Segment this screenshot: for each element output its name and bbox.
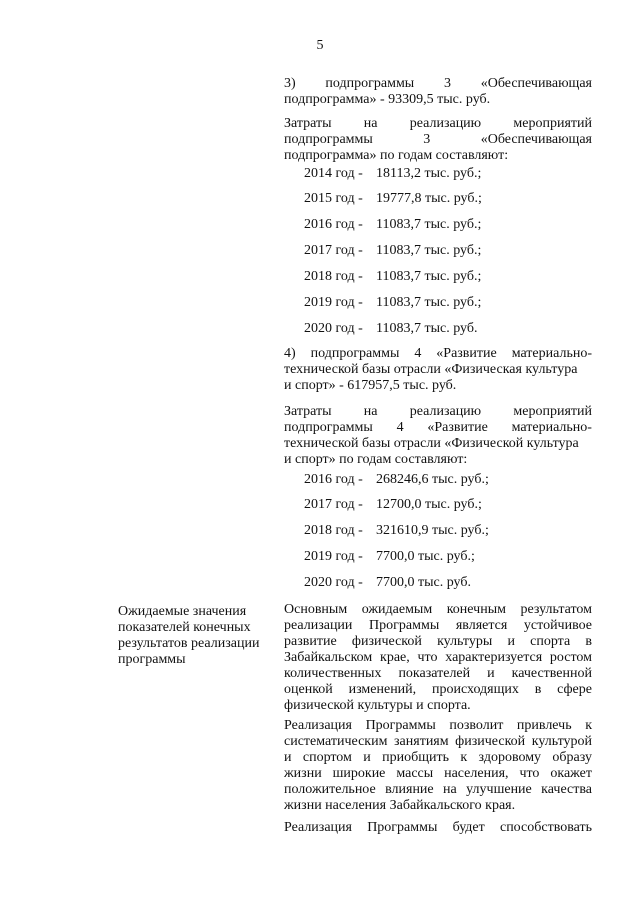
subprogram-4-header xyxy=(284,346,592,394)
para-line: Реализация Программы позволит привлечь к xyxy=(284,718,592,733)
sub4-line2: технической базы отрасли «Физическая культура xyxy=(284,362,578,377)
sub3-line1 xyxy=(284,76,592,92)
text: 3) xyxy=(284,76,296,91)
year-value: 321610,9 тыс. руб.; xyxy=(376,523,489,538)
year-label: 2020 год - xyxy=(304,575,363,590)
subprogram-3-header xyxy=(284,76,592,108)
sub3-costs-line3: подпрограмма» по годам составляют: xyxy=(284,148,509,163)
text: реализацию xyxy=(409,404,482,419)
year-value: 7700,0 тыс. руб.; xyxy=(376,549,475,564)
text: «Обеспечивающая xyxy=(480,132,592,147)
year-label: 2019 год - xyxy=(304,295,363,310)
para-line: положительное влияние на улучшение качества xyxy=(284,782,592,797)
text: Затраты xyxy=(284,404,332,419)
sub4-year-row xyxy=(304,549,475,565)
para-line: количественных показателей и качественной xyxy=(284,666,592,681)
expected-results-label xyxy=(118,604,278,668)
sub4-line1 xyxy=(284,346,592,362)
para-line: Забайкальском крае, что характеризуется ростом xyxy=(284,650,592,665)
subprogram-4-costs xyxy=(284,404,592,468)
year-value: 11083,7 тыс. руб.; xyxy=(376,217,482,232)
year-value: 11083,7 тыс. руб.; xyxy=(376,269,482,284)
year-label: 2020 год - xyxy=(304,321,363,336)
para-line: систематическим занятиям физической культурой xyxy=(284,734,592,749)
results-paragraph-2 xyxy=(284,718,592,814)
text: «Развитие xyxy=(427,420,488,435)
sub4-year-row xyxy=(304,472,489,488)
text: «Развитие xyxy=(436,346,497,361)
sub3-year-row xyxy=(304,243,481,259)
year-value: 268246,6 тыс. руб.; xyxy=(376,472,489,487)
year-value: 12700,0 тыс. руб.; xyxy=(376,497,482,512)
text: мероприятий xyxy=(513,404,592,419)
text: подпрограммы xyxy=(325,76,415,91)
sub4-year-row xyxy=(304,523,489,539)
para-line: развитие физической культуры и спорта в xyxy=(284,634,592,649)
text: «Обеспечивающая xyxy=(480,76,592,91)
text: материально- xyxy=(511,346,592,361)
results-paragraph-1 xyxy=(284,602,592,714)
text: подпрограммы xyxy=(284,132,373,147)
label-line: программы xyxy=(118,652,186,667)
year-value: 7700,0 тыс. руб. xyxy=(376,575,471,590)
year-value: 18113,2 тыс. руб.; xyxy=(376,166,482,181)
text: 4 xyxy=(396,420,404,435)
sub3-year-row xyxy=(304,295,481,311)
year-value: 11083,7 тыс. руб.; xyxy=(376,243,482,258)
year-label: 2016 год - xyxy=(304,472,363,487)
label-line: показателей конечных xyxy=(118,620,251,635)
text: подпрограммы xyxy=(310,346,400,361)
para-line: реализации Программы является устойчивое xyxy=(284,618,592,633)
para-line: Основным ожидаемым конечным результатом xyxy=(284,602,592,617)
sub3-year-row xyxy=(304,166,481,182)
text: мероприятий xyxy=(513,116,592,131)
text: реализацию xyxy=(409,116,482,131)
results-paragraph-3 xyxy=(284,820,592,836)
text: материально- xyxy=(511,420,592,435)
sub4-year-row xyxy=(304,497,482,513)
year-label: 2014 год - xyxy=(304,166,363,181)
year-label: 2017 год - xyxy=(304,243,363,258)
sub3-year-row xyxy=(304,321,477,337)
sub3-line2: подпрограмма» - 93309,5 тыс. руб. xyxy=(284,92,491,107)
text: 3 xyxy=(443,76,451,91)
year-value: 11083,7 тыс. руб.; xyxy=(376,295,482,310)
text: 4 xyxy=(414,346,422,361)
sub4-year-row xyxy=(304,575,471,591)
year-label: 2018 год - xyxy=(304,523,363,538)
para-line: Реализация Программы будет способствовать xyxy=(284,820,592,835)
text: Затраты xyxy=(284,116,332,131)
sub3-year-row xyxy=(304,217,481,233)
sub3-costs-line2 xyxy=(284,132,592,148)
sub3-costs-line1 xyxy=(284,116,592,132)
text: 4) xyxy=(284,346,296,361)
para-line: физической культуры и спорта. xyxy=(284,698,471,713)
sub4-costs-line3: технической базы отрасли «Физической культура xyxy=(284,436,579,451)
sub4-costs-line1 xyxy=(284,404,592,420)
text: 3 xyxy=(423,132,431,147)
text: на xyxy=(363,116,378,131)
sub4-costs-line4: и спорт» по годам составляют: xyxy=(284,452,468,467)
sub3-year-row xyxy=(304,269,481,285)
label-line: результатов реализации xyxy=(118,636,260,651)
para-line: жизни населения Забайкальского края. xyxy=(284,798,516,813)
para-line: жизни широкие массы населения, что окажет xyxy=(284,766,592,781)
year-value: 11083,7 тыс. руб. xyxy=(376,321,478,336)
sub3-year-row xyxy=(304,191,482,207)
year-label: 2017 год - xyxy=(304,497,363,512)
year-label: 2016 год - xyxy=(304,217,363,232)
sub4-line3: и спорт» - 617957,5 тыс. руб. xyxy=(284,378,457,393)
page-number: 5 xyxy=(316,38,324,53)
subprogram-3-costs xyxy=(284,116,592,164)
year-label: 2018 год - xyxy=(304,269,363,284)
year-value: 19777,8 тыс. руб.; xyxy=(376,191,482,206)
year-label: 2019 год - xyxy=(304,549,363,564)
text: подпрограммы xyxy=(284,420,373,435)
year-label: 2015 год - xyxy=(304,191,363,206)
sub4-costs-line2 xyxy=(284,420,592,436)
text: на xyxy=(363,404,378,419)
label-line: Ожидаемые значения xyxy=(118,604,247,619)
para-line: и спортом и приобщить к здоровому образу xyxy=(284,750,592,765)
para-line: оценкой изменений, происходящих в сфере xyxy=(284,682,592,697)
